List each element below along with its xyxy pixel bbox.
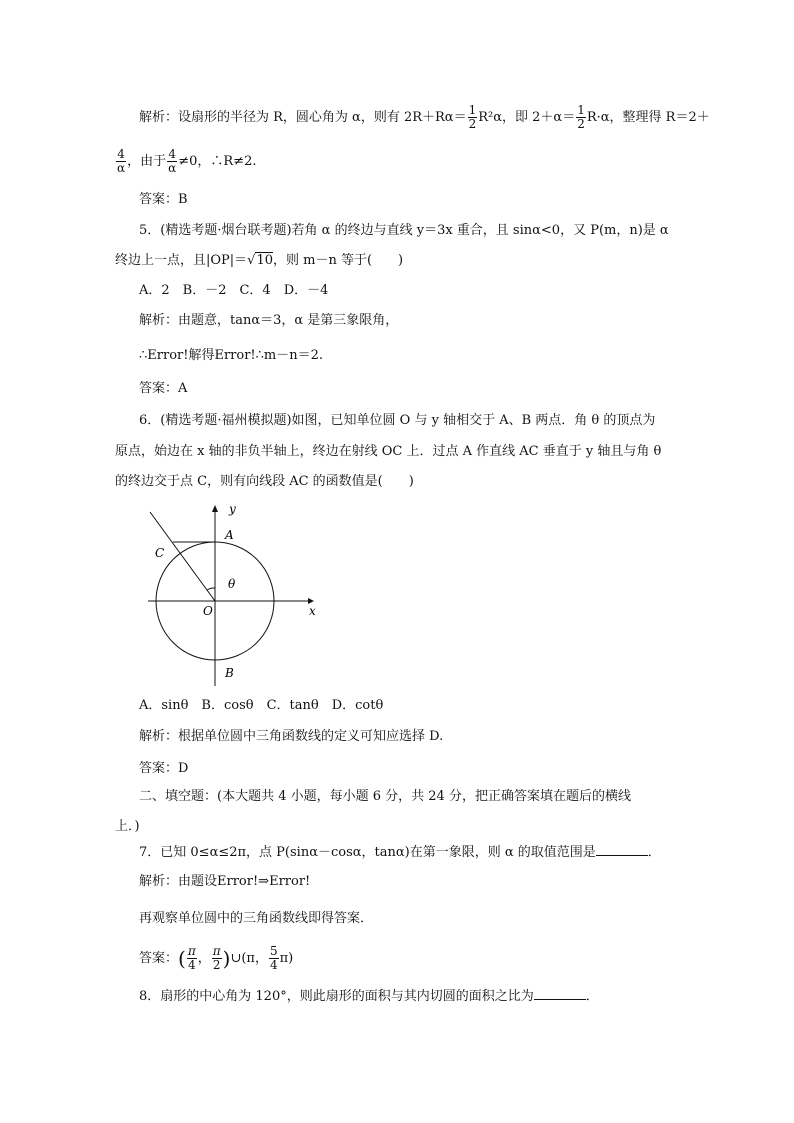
q6-solution: 解析：根据单位圆中三角函数线的定义可知应选择 D. — [139, 729, 444, 744]
q5-options: A．2 B．－2 C．4 D．－4 — [139, 283, 329, 298]
q7-solution-line1: 解析：由题设Error!⇒Error! — [139, 874, 311, 889]
fraction-half: $\frac{1}{2}$ — [468, 103, 477, 131]
label-x: x — [309, 604, 316, 618]
label-O: O — [203, 604, 213, 618]
label-y: y — [229, 502, 236, 516]
q5-answer: 答案：A — [139, 381, 188, 396]
q6-options: A．sinθ B．cosθ C．tanθ D．cotθ — [139, 698, 384, 713]
q7-solution-line2: 再观察单位圆中的三角函数线即得答案． — [139, 911, 374, 926]
q6-stem-line1: 6．(精选考题·福州模拟题)如图，已知单位圆 O 与 y 轴相交于 A、B 两点．角 θ 的顶点为 — [139, 413, 656, 428]
fraction-4-alpha-2: $\frac{4}{\alpha}$ — [168, 147, 177, 175]
label-A: A — [225, 528, 234, 542]
angle-arc — [207, 588, 215, 590]
section2-line2: 上．) — [115, 819, 140, 834]
q5-stem-line2: 终边上一点，且|OP|＝√10，则 m－n 等于( ) — [115, 253, 404, 268]
label-C: C — [155, 546, 165, 560]
q8-answer-blank — [534, 987, 586, 1000]
q4-solution-text-b: R²α，即 2＋α＝ — [478, 110, 576, 125]
q4-solution-line2: $\frac{4}{\alpha}$ ，由于 $\frac{4}{\alpha}$ ≠0，∴R≠2. — [117, 147, 257, 175]
q8-stem: 8．扇形的中心角为 120°，则此扇形的面积与其内切圆的面积之比为 ． — [139, 989, 599, 1004]
q6-answer: 答案：D — [139, 761, 189, 776]
q5-solution-line2: ∴Error!解得Error!∴m－n＝2. — [139, 348, 324, 363]
q4-solution-text-c: R·α，整理得 R＝2＋ — [586, 110, 710, 125]
fraction-half-2: $\frac{1}{2}$ — [577, 103, 585, 131]
y-axis-arrow — [212, 505, 218, 512]
fraction-4-alpha: $\frac{4}{\alpha}$ — [117, 147, 126, 175]
q6-stem-line2: 原点，始边在 x 轴的非负半轴上，终边在射线 OC 上．过点 A 作直线 AC 垂直于 y 轴且与角 θ — [115, 444, 662, 459]
q5-stem-line1: 5．(精选考题·烟台联考题)若角 α 的终边与直线 y＝3x 重合，且 sinα<0，又 P(m，n)是 α — [139, 223, 669, 238]
label-B: B — [225, 666, 234, 680]
sqrt-value: 10 — [256, 253, 274, 268]
q7-stem: 7．已知 0≤α≤2π，点 P(sinα－cosα，tanα)在第一象限，则 α 的取值范围是 ． — [139, 845, 661, 860]
unit-circle-figure — [140, 500, 330, 688]
q7-answer: 答案：( $\frac{\pi}{4}$ ， $\frac{\pi}{2}$ )∪(π， $\frac{5}{4}$ π) — [139, 944, 294, 972]
q5-solution-line1: 解析：由题意，tanα＝3，α 是第三象限角， — [139, 313, 399, 328]
q4-solution-line1 — [139, 104, 710, 131]
q4-solution-text-a: 解析：设扇形的半径为 R，圆心角为 α，则有 2R＋Rα＝ — [139, 110, 467, 125]
q7-answer-blank — [596, 843, 648, 856]
label-theta: θ — [228, 577, 236, 591]
section2-line1: 二、填空题：(本大题共 4 小题，每小题 6 分，共 24 分，把正确答案填在题后的横线 — [139, 789, 631, 804]
q6-stem-line3: 的终边交于点 C，则有向线段 AC 的函数值是( ) — [115, 474, 414, 489]
q4-answer: 答案：B — [139, 192, 188, 207]
